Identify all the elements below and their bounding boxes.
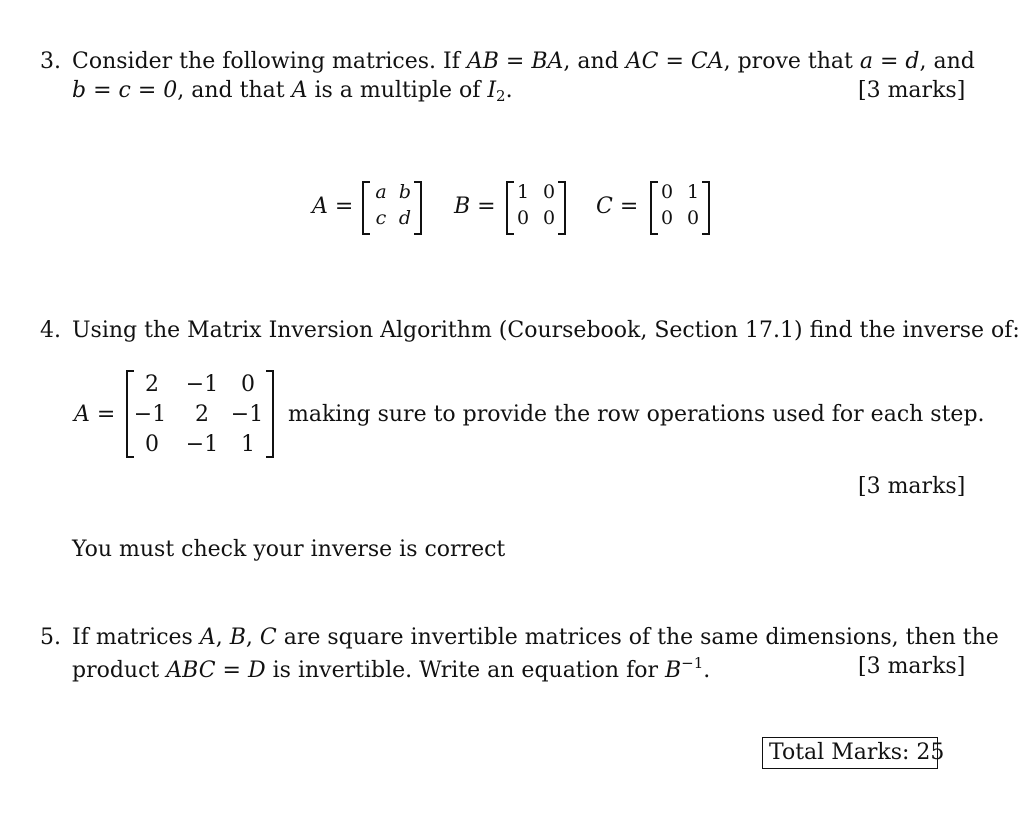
matrix-cell: 0: [516, 207, 530, 229]
matrix-cell: 0: [660, 181, 674, 203]
q5-marks: [3 marks]: [858, 654, 966, 679]
matrix-cell: −1: [230, 402, 264, 427]
matrix-cell: 1: [241, 432, 255, 457]
matrix-cell: 1: [686, 181, 700, 203]
q4-line1: Using the Matrix Inversion Algorithm (Coursebook, Section 17.1) find the inverse of:: [72, 318, 1020, 343]
q4-after-matrix: making sure to provide the row operations used for each step.: [288, 402, 985, 427]
matrix-cell: −1: [185, 432, 219, 457]
q5-line1: If matrices A, B, C are square invertible matrices of the same dimensions, then the: [72, 625, 999, 650]
q4-matrix-label: A =: [74, 402, 116, 427]
total-marks-box: [762, 737, 945, 769]
matrix-cell: a: [375, 181, 387, 203]
q3-marks: [3 marks]: [858, 78, 966, 103]
matrix-cell: 2: [145, 372, 159, 397]
matrix-cell: 0: [145, 432, 159, 457]
matrix-cell: 0: [686, 207, 700, 229]
q4-check-note: You must check your inverse is correct: [72, 537, 506, 562]
matrix-cell: d: [398, 207, 412, 229]
matrix-cell: 0: [542, 207, 556, 229]
matrix-cell: −1: [133, 402, 167, 427]
q3-matrix-a-label: A =: [312, 194, 354, 219]
q3-matrix-a: [362, 181, 422, 235]
q4-number: 4.: [40, 318, 61, 343]
q5-number: 5.: [40, 625, 61, 650]
matrix-cell: 1: [516, 181, 530, 203]
q3-line2: b = c = 0, and that A is a multiple of $I_2$.: [72, 78, 513, 105]
q3-number: 3.: [40, 49, 61, 74]
q3-line1: Consider the following matrices. If AB = BA, and AC = CA, prove that a = d, and: [72, 49, 975, 74]
q3-matrix-c: [650, 181, 710, 235]
matrix-cell: −1: [185, 372, 219, 397]
q5-line2: product ABC = D is invertible. Write an equation for $B^{-1}$.: [72, 654, 711, 683]
total-marks: Total Marks: 25: [769, 740, 945, 765]
matrix-cell: 0: [660, 207, 674, 229]
matrix-cell: 0: [241, 372, 255, 397]
q3-matrix-b-label: B =: [454, 194, 496, 219]
matrix-cell: 0: [542, 181, 556, 203]
matrix-cell: c: [375, 207, 387, 229]
q4-marks: [3 marks]: [858, 474, 966, 499]
q3-matrix-b: [506, 181, 566, 235]
q4-matrix-a: [126, 370, 274, 458]
matrix-cell: 2: [195, 402, 209, 427]
q3-matrix-c-label: C =: [596, 194, 639, 219]
matrix-cell: b: [398, 181, 412, 203]
